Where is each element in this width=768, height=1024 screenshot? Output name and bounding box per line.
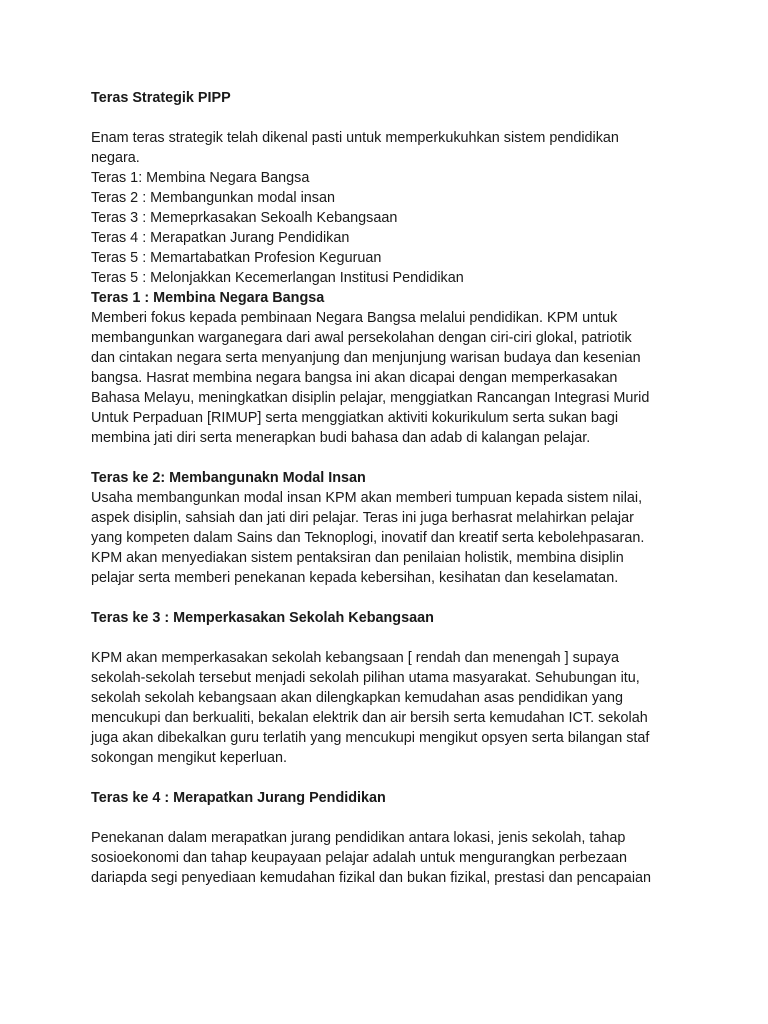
teras-list-item: Teras 1: Membina Negara Bangsa — [91, 170, 310, 186]
paragraph-line: KPM akan menyediakan sistem pentaksiran dan penilaian holistik, membina disiplin — [91, 550, 624, 566]
paragraph-line: sokongan mengikut keperluan. — [91, 750, 288, 766]
paragraph-line: aspek disiplin, sahsiah dan jati diri pelajar. Teras ini juga berhasrat melahirkan pelajar — [91, 510, 634, 526]
paragraph-line: mencukupi dan berkualiti, bekalan elektrik dan air bersih serta kemudahan ICT. sekolah — [91, 710, 648, 726]
paragraph-line: Untuk Perpaduan [RIMUP] serta menggiatkan aktiviti kokurikulum serta sukan bagi — [91, 410, 619, 426]
paragraph-line: bangsa. Hasrat membina negara bangsa ini akan dicapai dengan memperkasakan — [91, 370, 618, 386]
paragraph-line: sekolah sekolah kebangsaan akan dilengkapkan kemudahan asas pendidikan yang — [91, 690, 624, 706]
paragraph-line: dan cintakan negara serta menyanjung dan menjunjung warisan budaya dan kesenian — [91, 350, 641, 366]
intro-line: Enam teras strategik telah dikenal pasti untuk memperkukuhkan sistem pendidikan — [91, 130, 619, 146]
paragraph-line: Memberi fokus kepada pembinaan Negara Bangsa melalui pendidikan. KPM untuk — [91, 310, 618, 326]
paragraph-line: KPM akan memperkasakan sekolah kebangsaan [ rendah dan menengah ] supaya — [91, 650, 619, 666]
spacer — [91, 448, 691, 468]
paragraph-line: Usaha membangunkan modal insan KPM akan memberi tumpuan kepada sistem nilai, — [91, 490, 643, 506]
teras-list-item: Teras 5 : Memartabatkan Profesion Keguruan — [91, 250, 382, 266]
teras-list-item: Teras 5 : Melonjakkan Kecemerlangan Institusi Pendidikan — [91, 270, 464, 286]
paragraph-line: membina jati diri serta menerapkan budi bahasa dan adab di kalangan pelajar. — [91, 430, 591, 446]
paragraph-line: membangunkan warganegara dari awal persekolahan dengan ciri-ciri glokal, patriotik — [91, 330, 632, 346]
spacer — [91, 588, 691, 608]
paragraph-line: pelajar serta memberi penekanan kepada kebersihan, kesihatan dan keselamatan. — [91, 570, 619, 586]
spacer — [91, 628, 691, 648]
section-heading-teras-4: Teras ke 4 : Merapatkan Jurang Pendidikan — [91, 790, 386, 806]
document-title: Teras Strategik PIPP — [91, 90, 231, 106]
paragraph-line: Penekanan dalam merapatkan jurang pendidikan antara lokasi, jenis sekolah, tahap — [91, 830, 626, 846]
spacer — [91, 808, 691, 828]
teras-list-item: Teras 2 : Membangunkan modal insan — [91, 190, 335, 206]
paragraph-line: Bahasa Melayu, meningkatkan disiplin pelajar, menggiatkan Rancangan Integrasi Murid — [91, 390, 650, 406]
document-page — [91, 88, 691, 888]
spacer — [91, 108, 691, 128]
section-heading-teras-3: Teras ke 3 : Memperkasakan Sekolah Kebangsaan — [91, 610, 434, 626]
spacer — [91, 768, 691, 788]
teras-list-item: Teras 4 : Merapatkan Jurang Pendidikan — [91, 230, 350, 246]
paragraph-line: yang kompeten dalam Sains dan Teknoplogi, inovatif dan kreatif serta kebolehpasaran. — [91, 530, 645, 546]
paragraph-line: juga akan dibekalkan guru terlatih yang mencukupi mengikut opsyen serta bilangan staf — [91, 730, 650, 746]
paragraph-line: sekolah-sekolah tersebut menjadi sekolah pilihan utama masyarakat. Sehubungan itu, — [91, 670, 640, 686]
intro-line: negara. — [91, 150, 140, 166]
section-heading-teras-1: Teras 1 : Membina Negara Bangsa — [91, 290, 325, 306]
section-heading-teras-2: Teras ke 2: Membangunakn Modal Insan — [91, 470, 366, 486]
paragraph-line: sosioekonomi dan tahap keupayaan pelajar adalah untuk mengurangkan perbezaan — [91, 850, 628, 866]
teras-list-item: Teras 3 : Memeprkasakan Sekoalh Kebangsaan — [91, 210, 398, 226]
paragraph-line: dariapda segi penyediaan kemudahan fizikal dan bukan fizikal, prestasi dan pencapaian — [91, 870, 652, 886]
